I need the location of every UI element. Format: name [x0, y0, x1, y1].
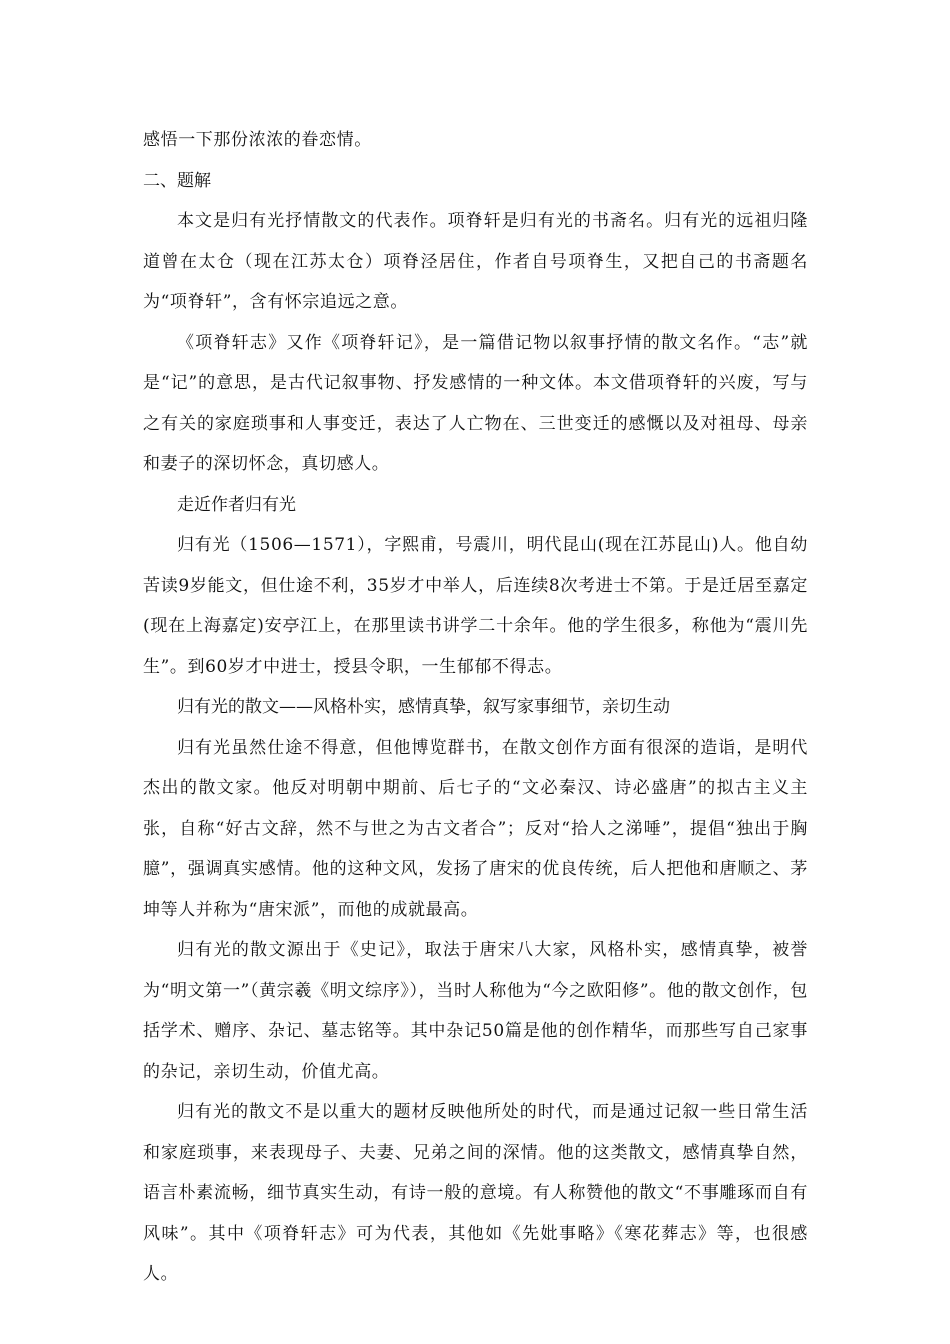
- paragraph-title-explanation: 《项脊轩志》又作《项脊轩记》，是一篇借记物以叙事抒情的散文名作。“志”就是“记”的意思，是古代记叙事物、抒发感情的一种文体。本文借项脊轩的兴废，写与之有关的家庭琐事和人事变迁，表达了人亡物在、三世变迁的感慨以及对祖母、母亲和妻子的深切怀念，真切感人。: [143, 332, 808, 474]
- paragraph-author-bio: 归有光（1506—1571），字熙甫，号震川，明代昆山(现在江苏昆山)人。他自幼苦读9岁能文，但仕途不利，35岁才中举人，后连续8次考进士不第。于是迁居至嘉定(现在上海嘉定)安亭江上，在那里读书讲学二十余年。他的学生很多，称他为“震川先生”。到60岁才中进士，授县令职，一生郁郁不得志。: [143, 535, 808, 677]
- paragraph-prose-achievement: 归有光虽然仕途不得意，但他博览群书，在散文创作方面有很深的造诣，是明代杰出的散文家。他反对明朝中期前、后七子的“文必秦汉、诗必盛唐”的拟古主义主张，自称“好古文辞，然不与世之为古文者合”；反对“拾人之涕唾”，提倡“独出于胸臆”，强调真实感情。他的这种文风，发扬了唐宋的优良传统，后人把他和唐顺之、茅坤等人并称为“唐宋派”，而他的成就最高。: [143, 737, 808, 920]
- section-heading: 二、题解: [143, 170, 211, 191]
- paragraph-prose-themes: 归有光的散文不是以重大的题材反映他所处的时代，而是通过记叙一些日常生活和家庭琐事，来表现母子、夫妻、兄弟之间的深情。他的这类散文，感情真挚自然，语言朴素流畅，细节真实生动，有诗一般的意境。有人称赞他的散文“不事雕琢而自有风味”。其中《项脊轩志》可为代表，其他如《先妣事略》《寒花葬志》等，也很感人。: [143, 1102, 808, 1284]
- document-page: [143, 120, 808, 1295]
- intro-tail-text: 感悟一下那份浓浓的眷恋情。: [143, 130, 372, 150]
- subheading-author: 走近作者归有光: [177, 494, 296, 515]
- paragraph-prose-origin: 归有光的散文源出于《史记》，取法于唐宋八大家，风格朴实，感情真挚，被誉为“明文第一”（黄宗羲《明文综序》），当时人称他为“今之欧阳修”。他的散文创作，包括学术、赠序、杂记、墓志铭等。其中杂记50篇是他的创作精华，而那些写自己家事的杂记，亲切生动，价值尤高。: [143, 940, 808, 1082]
- paragraph-intro: 本文是归有光抒情散文的代表作。项脊轩是归有光的书斋名。归有光的远祖归隆道曾在太仓（现在江苏太仓）项脊泾居住，作者自号项脊生，又把自己的书斋题名为“项脊轩”，含有怀宗追远之意。: [143, 211, 808, 312]
- subheading-prose-style: 归有光的散文——风格朴实，感情真挚，叙写家事细节，亲切生动: [177, 697, 670, 717]
